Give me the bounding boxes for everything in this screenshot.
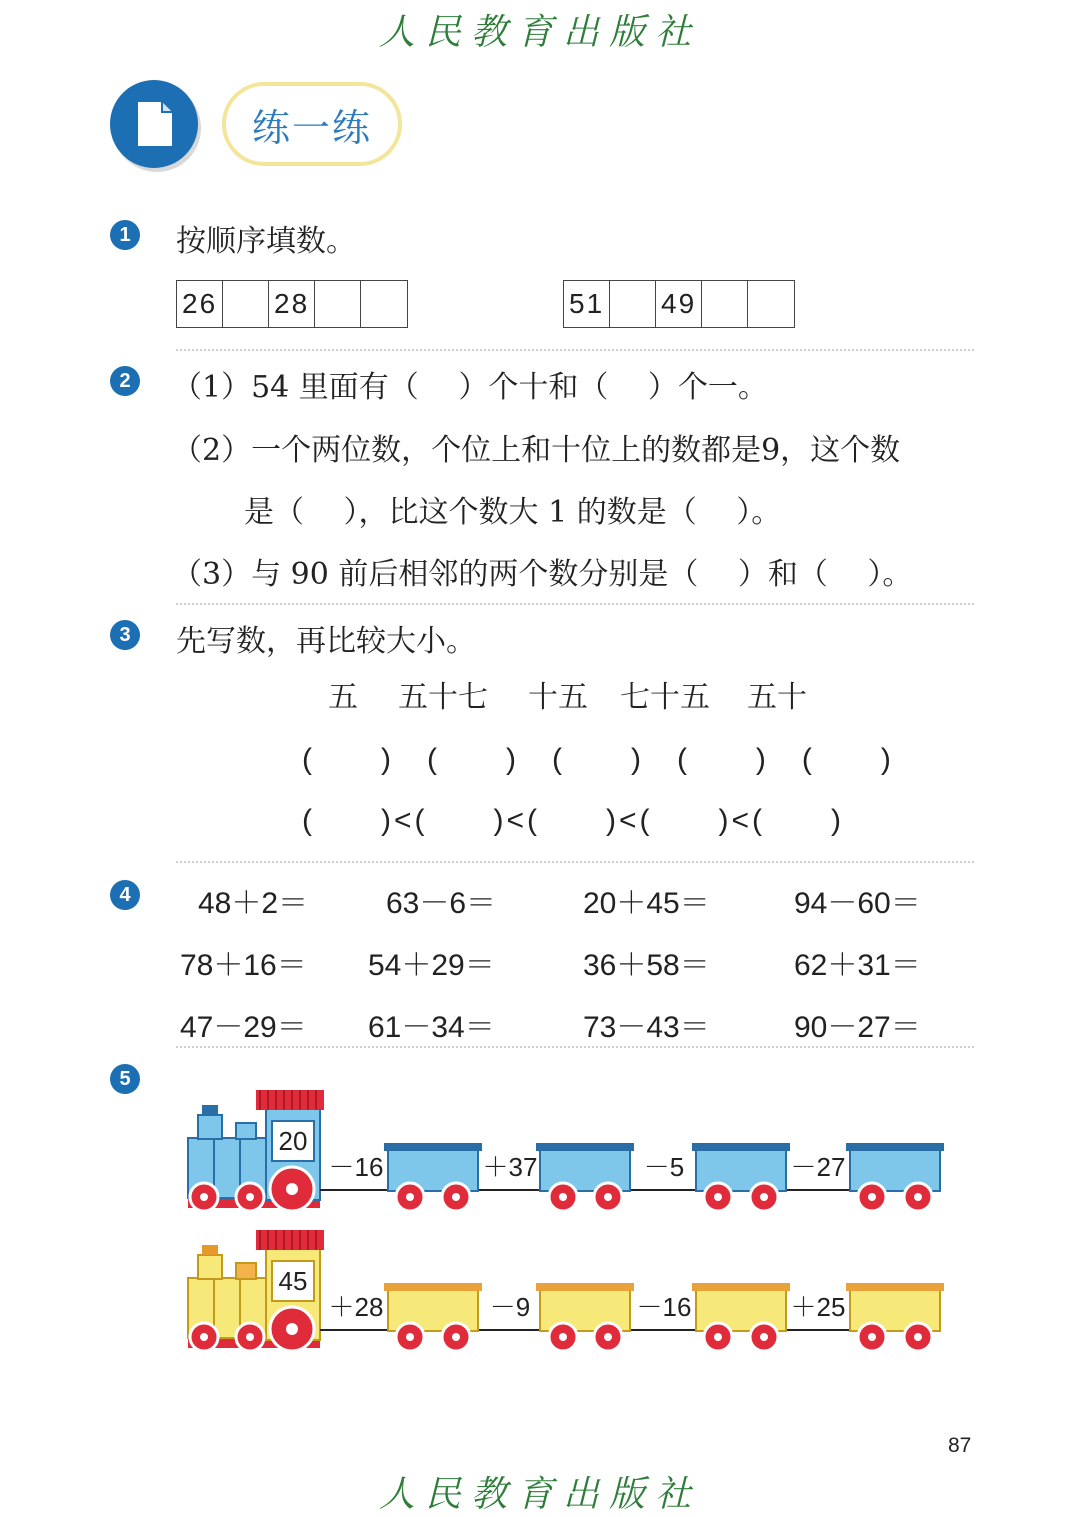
- q1-prompt: 按顺序填数。: [176, 224, 356, 259]
- q3-word: 五: [328, 680, 358, 715]
- section-title: 练一练: [222, 82, 402, 166]
- question-number-2: 2: [110, 366, 140, 396]
- question-number-4: 4: [110, 880, 140, 910]
- q2-line-1: （1）54 里面有（ ）个十和（ ）个一。: [172, 370, 768, 405]
- q3-word: 七十五: [620, 680, 710, 715]
- question-number-3: 3: [110, 620, 140, 650]
- calc-item: 62＋31＝: [794, 949, 921, 982]
- grid-cell[interactable]: [223, 281, 269, 327]
- train-2-op: －16: [636, 1292, 692, 1322]
- train-2-op: －9: [489, 1292, 531, 1322]
- document-icon: [110, 80, 198, 168]
- train-1-op: ＋37: [482, 1152, 538, 1182]
- calc-item: 54＋29＝: [368, 949, 495, 982]
- grid-cell[interactable]: [315, 281, 361, 327]
- divider: [176, 1046, 974, 1048]
- train-2: [188, 1230, 944, 1351]
- calc-item: 48＋2＝: [198, 887, 309, 920]
- train-1-op: －16: [328, 1152, 384, 1182]
- calc-item: 94－60＝: [794, 887, 921, 920]
- divider: [176, 861, 974, 863]
- q2-line-4: （3）与 90 前后相邻的两个数分别是（ ）和（ ）。: [172, 557, 913, 592]
- calc-item: 61－34＝: [368, 1011, 495, 1044]
- page-number: 87: [948, 1434, 972, 1457]
- question-number-1: 1: [110, 220, 140, 250]
- grid-cell[interactable]: [702, 281, 748, 327]
- q3-word: 五十: [747, 680, 807, 715]
- train-1-op: －5: [643, 1152, 685, 1182]
- calc-item: 90－27＝: [794, 1011, 921, 1044]
- q3-compare-row[interactable]: ( )<( )<( )<( )<( ): [302, 804, 844, 837]
- publisher-footer: 人民教育出版社: [378, 1474, 701, 1515]
- q3-prompt: 先写数，再比较大小。: [176, 624, 476, 659]
- train-illustration: [180, 1075, 960, 1375]
- q3-word: 五十七: [398, 680, 488, 715]
- grid-cell: 49: [656, 281, 702, 327]
- publisher-header: 人民教育出版社: [378, 12, 701, 53]
- calc-item: 20＋45＝: [583, 887, 710, 920]
- calc-item: 36＋58＝: [583, 949, 710, 982]
- q3-blank-row[interactable]: ( ) ( ) ( ) ( ) ( ): [302, 743, 894, 776]
- train-2-op: ＋28: [328, 1292, 384, 1322]
- grid-cell: 51: [564, 281, 610, 327]
- calc-item: 73－43＝: [583, 1011, 710, 1044]
- q2-line-3: 是（ ），比这个数大 1 的数是（ ）。: [244, 495, 782, 530]
- divider: [176, 603, 974, 605]
- grid-cell[interactable]: [748, 281, 794, 327]
- train-1-op: －27: [790, 1152, 846, 1182]
- grid-cell: 28: [269, 281, 315, 327]
- q1-grid-a: [176, 280, 408, 328]
- train-2-start: 45: [278, 1266, 308, 1296]
- calc-item: 78＋16＝: [180, 949, 307, 982]
- train-1: [188, 1090, 944, 1211]
- grid-cell: 26: [177, 281, 223, 327]
- calc-item: 47－29＝: [180, 1011, 307, 1044]
- train-1-start: 20: [278, 1126, 308, 1156]
- grid-cell[interactable]: [361, 281, 407, 327]
- divider: [176, 349, 974, 351]
- grid-cell[interactable]: [610, 281, 656, 327]
- calc-item: 63－6＝: [386, 887, 497, 920]
- q2-line-2: （2）一个两位数，个位上和十位上的数都是9，这个数: [172, 433, 901, 468]
- train-2-op: ＋25: [790, 1292, 846, 1322]
- q3-word: 十五: [528, 680, 588, 715]
- q1-grid-b: [563, 280, 795, 328]
- question-number-5: 5: [110, 1064, 140, 1094]
